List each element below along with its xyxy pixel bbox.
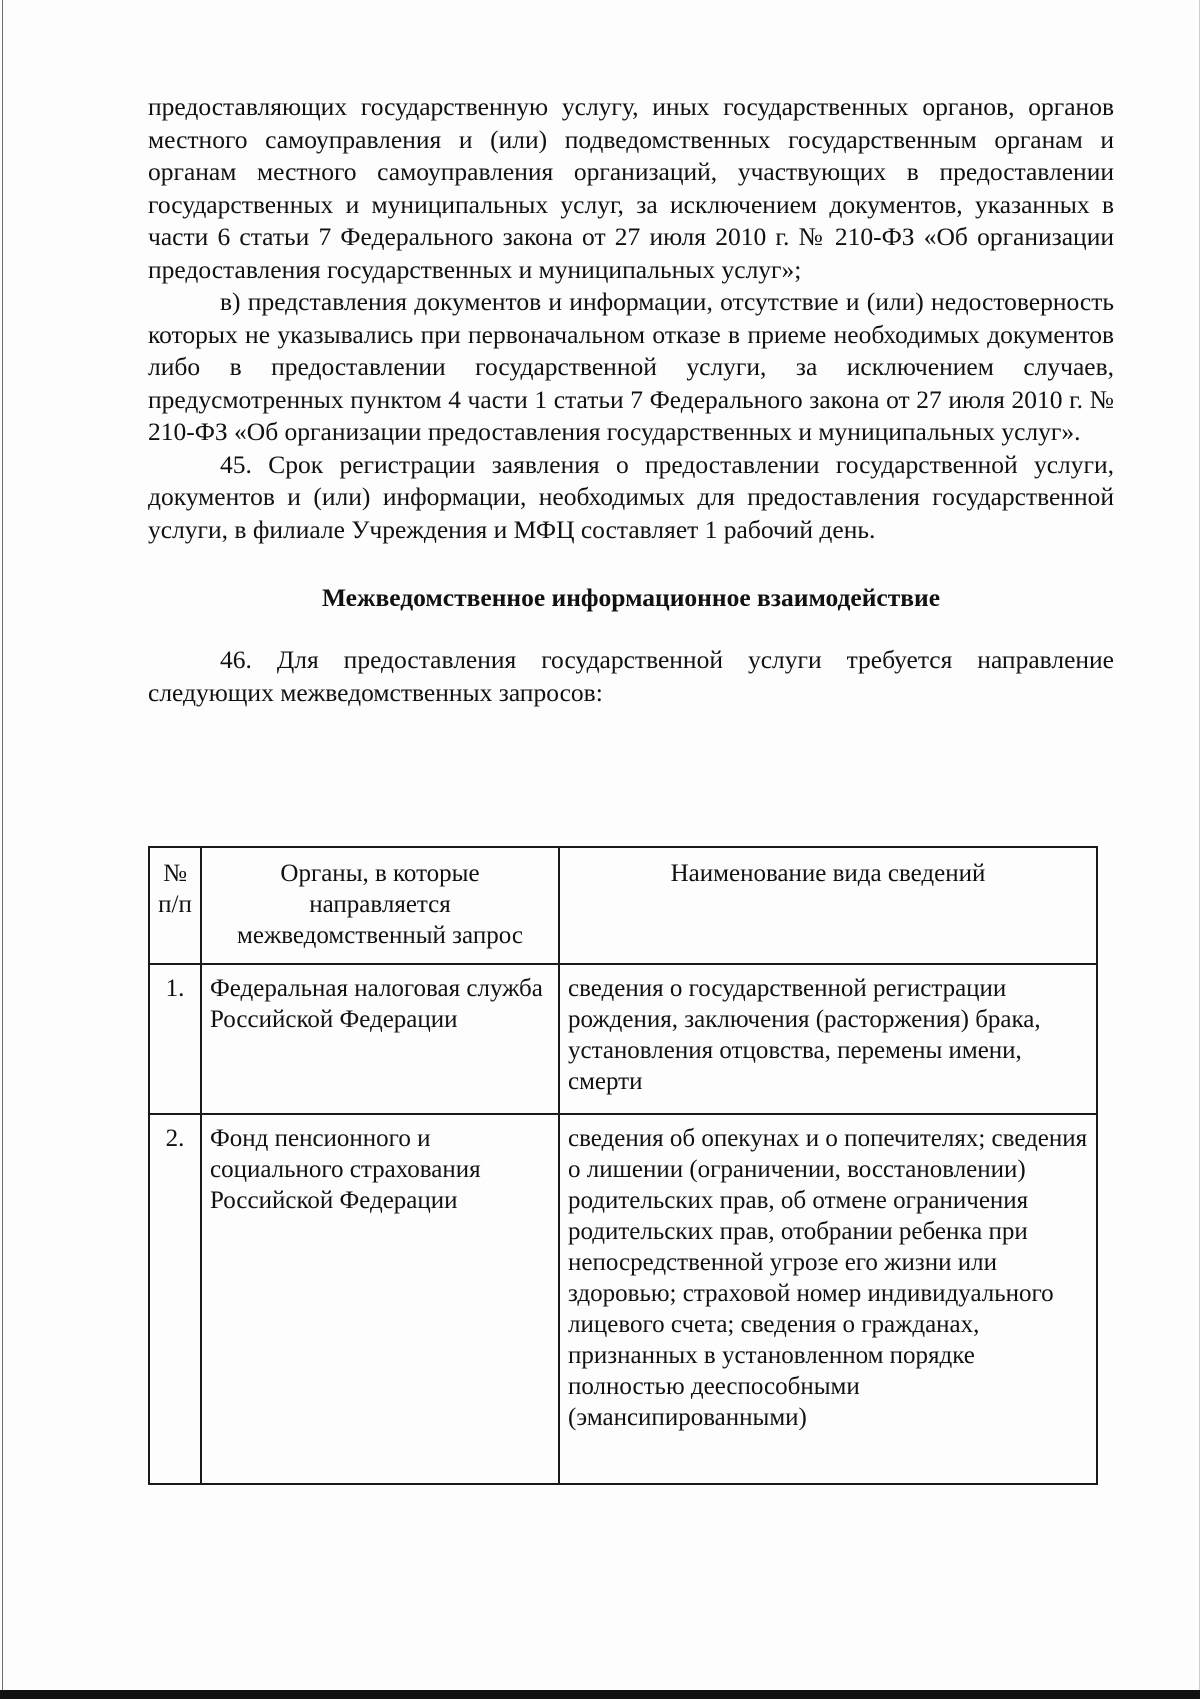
row-number: 1.: [149, 964, 201, 1114]
table-header-row: [149, 847, 1097, 964]
scan-edge-bottom: [0, 1690, 1200, 1699]
row-organization: Фонд пенсионного и социального страхования Российской Федерации: [201, 1114, 559, 1484]
section-heading: Межведомственное информационное взаимодействие: [321, 583, 941, 612]
row-organization: Федеральная налоговая служба Российской Федерации: [201, 964, 559, 1114]
row-number: 2.: [149, 1114, 201, 1484]
table-row: [149, 964, 1097, 1114]
row-info-type: сведения об опекунах и о попечителях; сведения о лишении (ограничении, восстановлении) родительских прав, об отмене ограничения родительских прав, отобрании ребенка при непосредственной угрозе его жизни или здоровью; страховой номер индивидуального лицевого счета; сведения о гражданах, признанных в установленном порядке полностью дееспособными (эмансипированными): [559, 1114, 1097, 1484]
paragraph-continuation: предоставляющих государственную услугу, иных государственных органов, органов местного самоуправления и (или) подведомственных государственным органам и органам местного самоуправления организаций, участвующих в предоставлении государственных и муниципальных услуг, за исключением документов, указанных в части 6 статьи 7 Федерального закона от 27 июля 2010 г. № 210-ФЗ «Об организации предоставления государственных и муниципальных услуг»;: [148, 92, 1114, 284]
table-row: [149, 1114, 1097, 1484]
document-body: [148, 91, 1114, 709]
interagency-requests-table: [148, 846, 1098, 1485]
paragraph-45: 45. Срок регистрации заявления о предоставлении государственной услуги, документов и (или) информации, необходимых для предоставления государственной услуги, в филиале Учреждения и МФЦ составляет 1 рабочий день.: [148, 449, 1114, 544]
row-info-type: сведения о государственной регистрации рождения, заключения (расторжения) брака, установления отцовства, перемены имени, смерти: [559, 964, 1097, 1114]
scan-edge-left: [2, 0, 3, 1699]
header-organization: Органы, в которые направляется межведомственный запрос: [201, 847, 559, 964]
header-number: № п/п: [149, 847, 201, 964]
header-info-type: Наименование вида сведений: [559, 847, 1097, 964]
paragraph-item-v: в) представления документов и информации, отсутствие и (или) недостоверность которых не указывались при первоначальном отказе в приеме необходимых документов либо в предоставлении государственной услуги, за исключением случаев, предусмотренных пунктом 4 части 1 статьи 7 Федерального закона от 27 июля 2010 г. № 210-ФЗ «Об организации предоставления государственных и муниципальных услуг».: [148, 287, 1114, 446]
paragraph-46: 46. Для предоставления государственной услуги требуется направление следующих межведомственных запросов:: [148, 645, 1114, 707]
